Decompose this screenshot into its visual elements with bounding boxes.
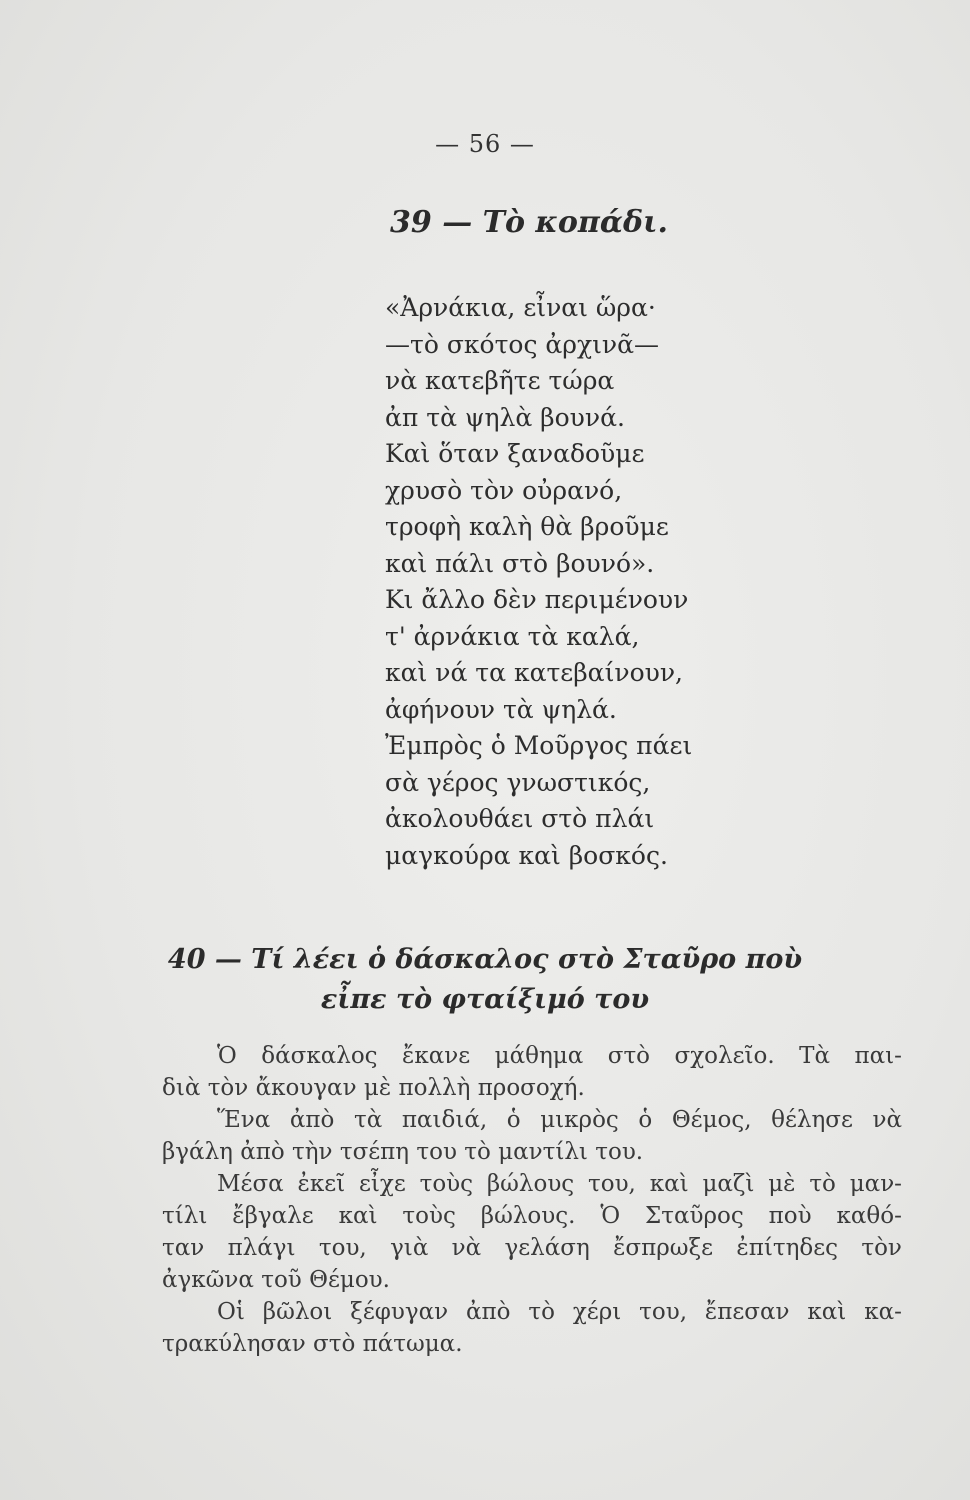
story-word: καθό- xyxy=(836,1203,902,1229)
story-word: ἀπὸ xyxy=(289,1107,335,1133)
story-word: του, xyxy=(588,1171,636,1197)
story-word: Μέσα xyxy=(217,1171,284,1197)
story-word: καὶ xyxy=(807,1299,847,1325)
poem-line: σὰ γέρος γνωστικός, xyxy=(385,767,651,797)
poem-line: ἀφήνουν τὰ ψηλά. xyxy=(385,694,617,724)
poem-line: Καὶ ὅταν ξαναδοῦμε xyxy=(385,439,645,468)
poem-line: Ἐμπρὸς ὁ Μοῦργος πάει xyxy=(385,731,693,760)
story-word: ἔβγαλε xyxy=(232,1203,314,1229)
poem-line: τροφὴ καλὴ θὰ βροῦμε xyxy=(385,512,669,541)
story-word: γιὰ xyxy=(390,1235,429,1261)
story-line xyxy=(162,1104,902,1136)
story-word: πλάγι xyxy=(227,1235,296,1261)
story-line: τρακύλησαν στὸ πάτωμα. xyxy=(162,1331,463,1357)
poem-line: μαγκούρα καὶ βοσκός. xyxy=(385,840,668,870)
poem-line: «Ἀρνάκια, εἶναι ὥρα· xyxy=(385,293,656,322)
poem-line: Κι ἄλλο δὲν περιμένουν xyxy=(385,585,689,614)
story-word: Οἱ xyxy=(217,1299,245,1325)
story-word: Τὰ xyxy=(799,1043,831,1069)
story-word: του, xyxy=(318,1235,367,1261)
story-word: μικρὸς xyxy=(540,1107,619,1133)
story-word: παι- xyxy=(854,1043,902,1069)
story-word: στὸ xyxy=(607,1043,651,1069)
story-word: δάσκαλος xyxy=(261,1043,378,1069)
story-word: γελάση xyxy=(504,1235,590,1261)
story-title-line: εἶπε τὸ φταίξιμό του xyxy=(320,984,650,1015)
story-line: ἀγκῶνα τοῦ Θέμου. xyxy=(162,1267,390,1293)
story-word: ὁ xyxy=(638,1107,653,1133)
story-word: μάθημα xyxy=(494,1043,584,1069)
story-word: Σταῦρος xyxy=(645,1203,744,1229)
story-word: ταν xyxy=(162,1235,205,1261)
story-word: ἀπὸ xyxy=(465,1299,511,1325)
story-body xyxy=(162,1040,902,1360)
story-word: τοὺς xyxy=(402,1203,456,1229)
story-word: τὸ xyxy=(528,1299,555,1325)
story-word: νὰ xyxy=(872,1107,902,1133)
story-word: Ὁ xyxy=(600,1203,621,1229)
story-word: Ἕνα xyxy=(217,1107,271,1133)
poem-line: καὶ πάλι στὸ βουνό». xyxy=(385,548,655,578)
poem-line: τ' ἀρνάκια τὰ καλά, xyxy=(385,621,640,651)
poem-body xyxy=(385,290,692,874)
story-word: Θέμος, xyxy=(671,1107,752,1133)
story-word: ὁ xyxy=(506,1107,521,1133)
story-word: τίλι xyxy=(162,1203,208,1229)
story-word: παιδιά, xyxy=(401,1107,488,1133)
story-word: βῶλοι xyxy=(262,1299,333,1325)
story-word: καὶ xyxy=(649,1171,689,1197)
poem-line: νὰ κατεβῆτε τώρα xyxy=(385,366,615,395)
poem-line: ἀκολουθάει στὸ πλάι xyxy=(385,804,655,833)
story-word: σχολεῖο. xyxy=(674,1043,775,1069)
poem-line: καὶ νά τα κατεβαίνουν, xyxy=(385,658,683,687)
story-line xyxy=(162,1296,902,1328)
story-word: ἔπεσαν xyxy=(704,1299,790,1325)
story-title-line: 40 — Τί λέει ὁ δάσκαλος στὸ Σταῦρο ποὺ xyxy=(167,944,803,975)
poem-line: ἀπ τὰ ψηλὰ βουνά. xyxy=(385,402,625,432)
story-word: ξέφυγαν xyxy=(350,1299,449,1325)
story-word: μαν- xyxy=(849,1171,902,1197)
poem-line: χρυσὸ τὸν οὐρανό, xyxy=(385,475,623,505)
story-word: βώλους xyxy=(486,1171,575,1197)
story-word: θέλησε xyxy=(771,1107,853,1133)
story-word: του, xyxy=(639,1299,688,1325)
story-word: νὰ xyxy=(451,1235,482,1261)
story-word: τοὺς xyxy=(419,1171,474,1197)
story-line: βγάλη ἀπὸ τὴν τσέπη του τὸ μαντίλι του. xyxy=(162,1139,644,1165)
story-word: τὸ xyxy=(809,1171,836,1197)
story-word: κα- xyxy=(864,1299,902,1325)
poem-title: 39 — Τὸ κοπάδι. xyxy=(390,205,668,240)
story-word: ἐπίτηδες xyxy=(736,1235,839,1261)
story-word: μὲ xyxy=(768,1171,796,1197)
story-word: ποὺ xyxy=(768,1203,812,1229)
story-word: μαζὶ xyxy=(702,1171,755,1197)
story-word: τὰ xyxy=(353,1107,383,1133)
story-line xyxy=(162,1040,902,1072)
story-word: εἶχε xyxy=(358,1171,406,1197)
story-word: ἔσπρωξε xyxy=(613,1235,714,1261)
story-line xyxy=(162,1168,902,1200)
page-number: — 56 — xyxy=(435,130,535,158)
story-line xyxy=(162,1200,902,1232)
story-word: τὸν xyxy=(861,1235,902,1261)
story-line: διὰ τὸν ἄκουγαν μὲ πολλὴ προσοχή. xyxy=(162,1075,585,1101)
story-title xyxy=(0,940,970,1020)
poem-line: —τὸ σκότος ἀρχινᾶ— xyxy=(385,329,660,359)
story-word: Ὁ xyxy=(217,1043,237,1069)
story-word: καὶ xyxy=(338,1203,378,1229)
story-word: χέρι xyxy=(572,1299,622,1325)
story-word: ἐκεῖ xyxy=(297,1171,346,1197)
story-word: ἔκανε xyxy=(402,1043,471,1069)
story-line xyxy=(162,1232,902,1264)
story-word: βώλους. xyxy=(480,1203,576,1229)
